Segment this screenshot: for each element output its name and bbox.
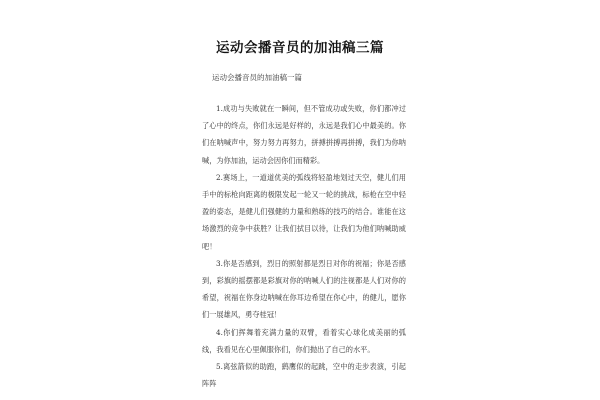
paragraph-2: 2.赛场上，一道道优美的弧线将轻盈地划过天空，健儿们用手中的标枪向距离的极限发起一轮又一轮的挑战，标枪在空中轻盈的姿态，是健儿们强健的力量和熟练的技巧的结合。谁能在这场激烈的竞争中获胜？让我们拭目以待，让我们为他们呐喊助威吧！ <box>202 172 406 251</box>
paragraph-1: 1.成功与失败就在一瞬间，但不管成功或失败，你们都冲过了心中的终点，你们永远是好样的，永远是我们心中最美的。你们在呐喊声中，努力努力再努力，拼搏拼搏再拼搏，我们为你呐喊，为你加油，运动会因你们而精彩。 <box>202 104 406 165</box>
paragraph-4: 4.你们挥舞着充满力量的双臂，看着实心球化成美丽的弧线，我看见在心里佩服你们，你们抛出了自己的水平。 <box>202 327 406 354</box>
document-body <box>202 100 406 392</box>
paragraph-3: 3.你是否感到，烈日的照射都是烈日对你的祝福；你是否感到，彩旗的摇摆都是彩旗对你的呐喊人们的注视都是人们对你的希望，祝福在你身边呐喊在你耳边希望在你心中，的健儿，愿你们一展雄风，勇夺桂冠！ <box>202 258 406 320</box>
paragraph-5: 5.离弦箭似的助跑，鹞鹰似的起跳，空中的走步表演，引起阵阵 <box>202 362 406 389</box>
document-subtitle: 运动会播音员的加油稿一篇 <box>212 73 302 82</box>
document-title: 运动会播音员的加油稿三篇 <box>216 40 384 56</box>
